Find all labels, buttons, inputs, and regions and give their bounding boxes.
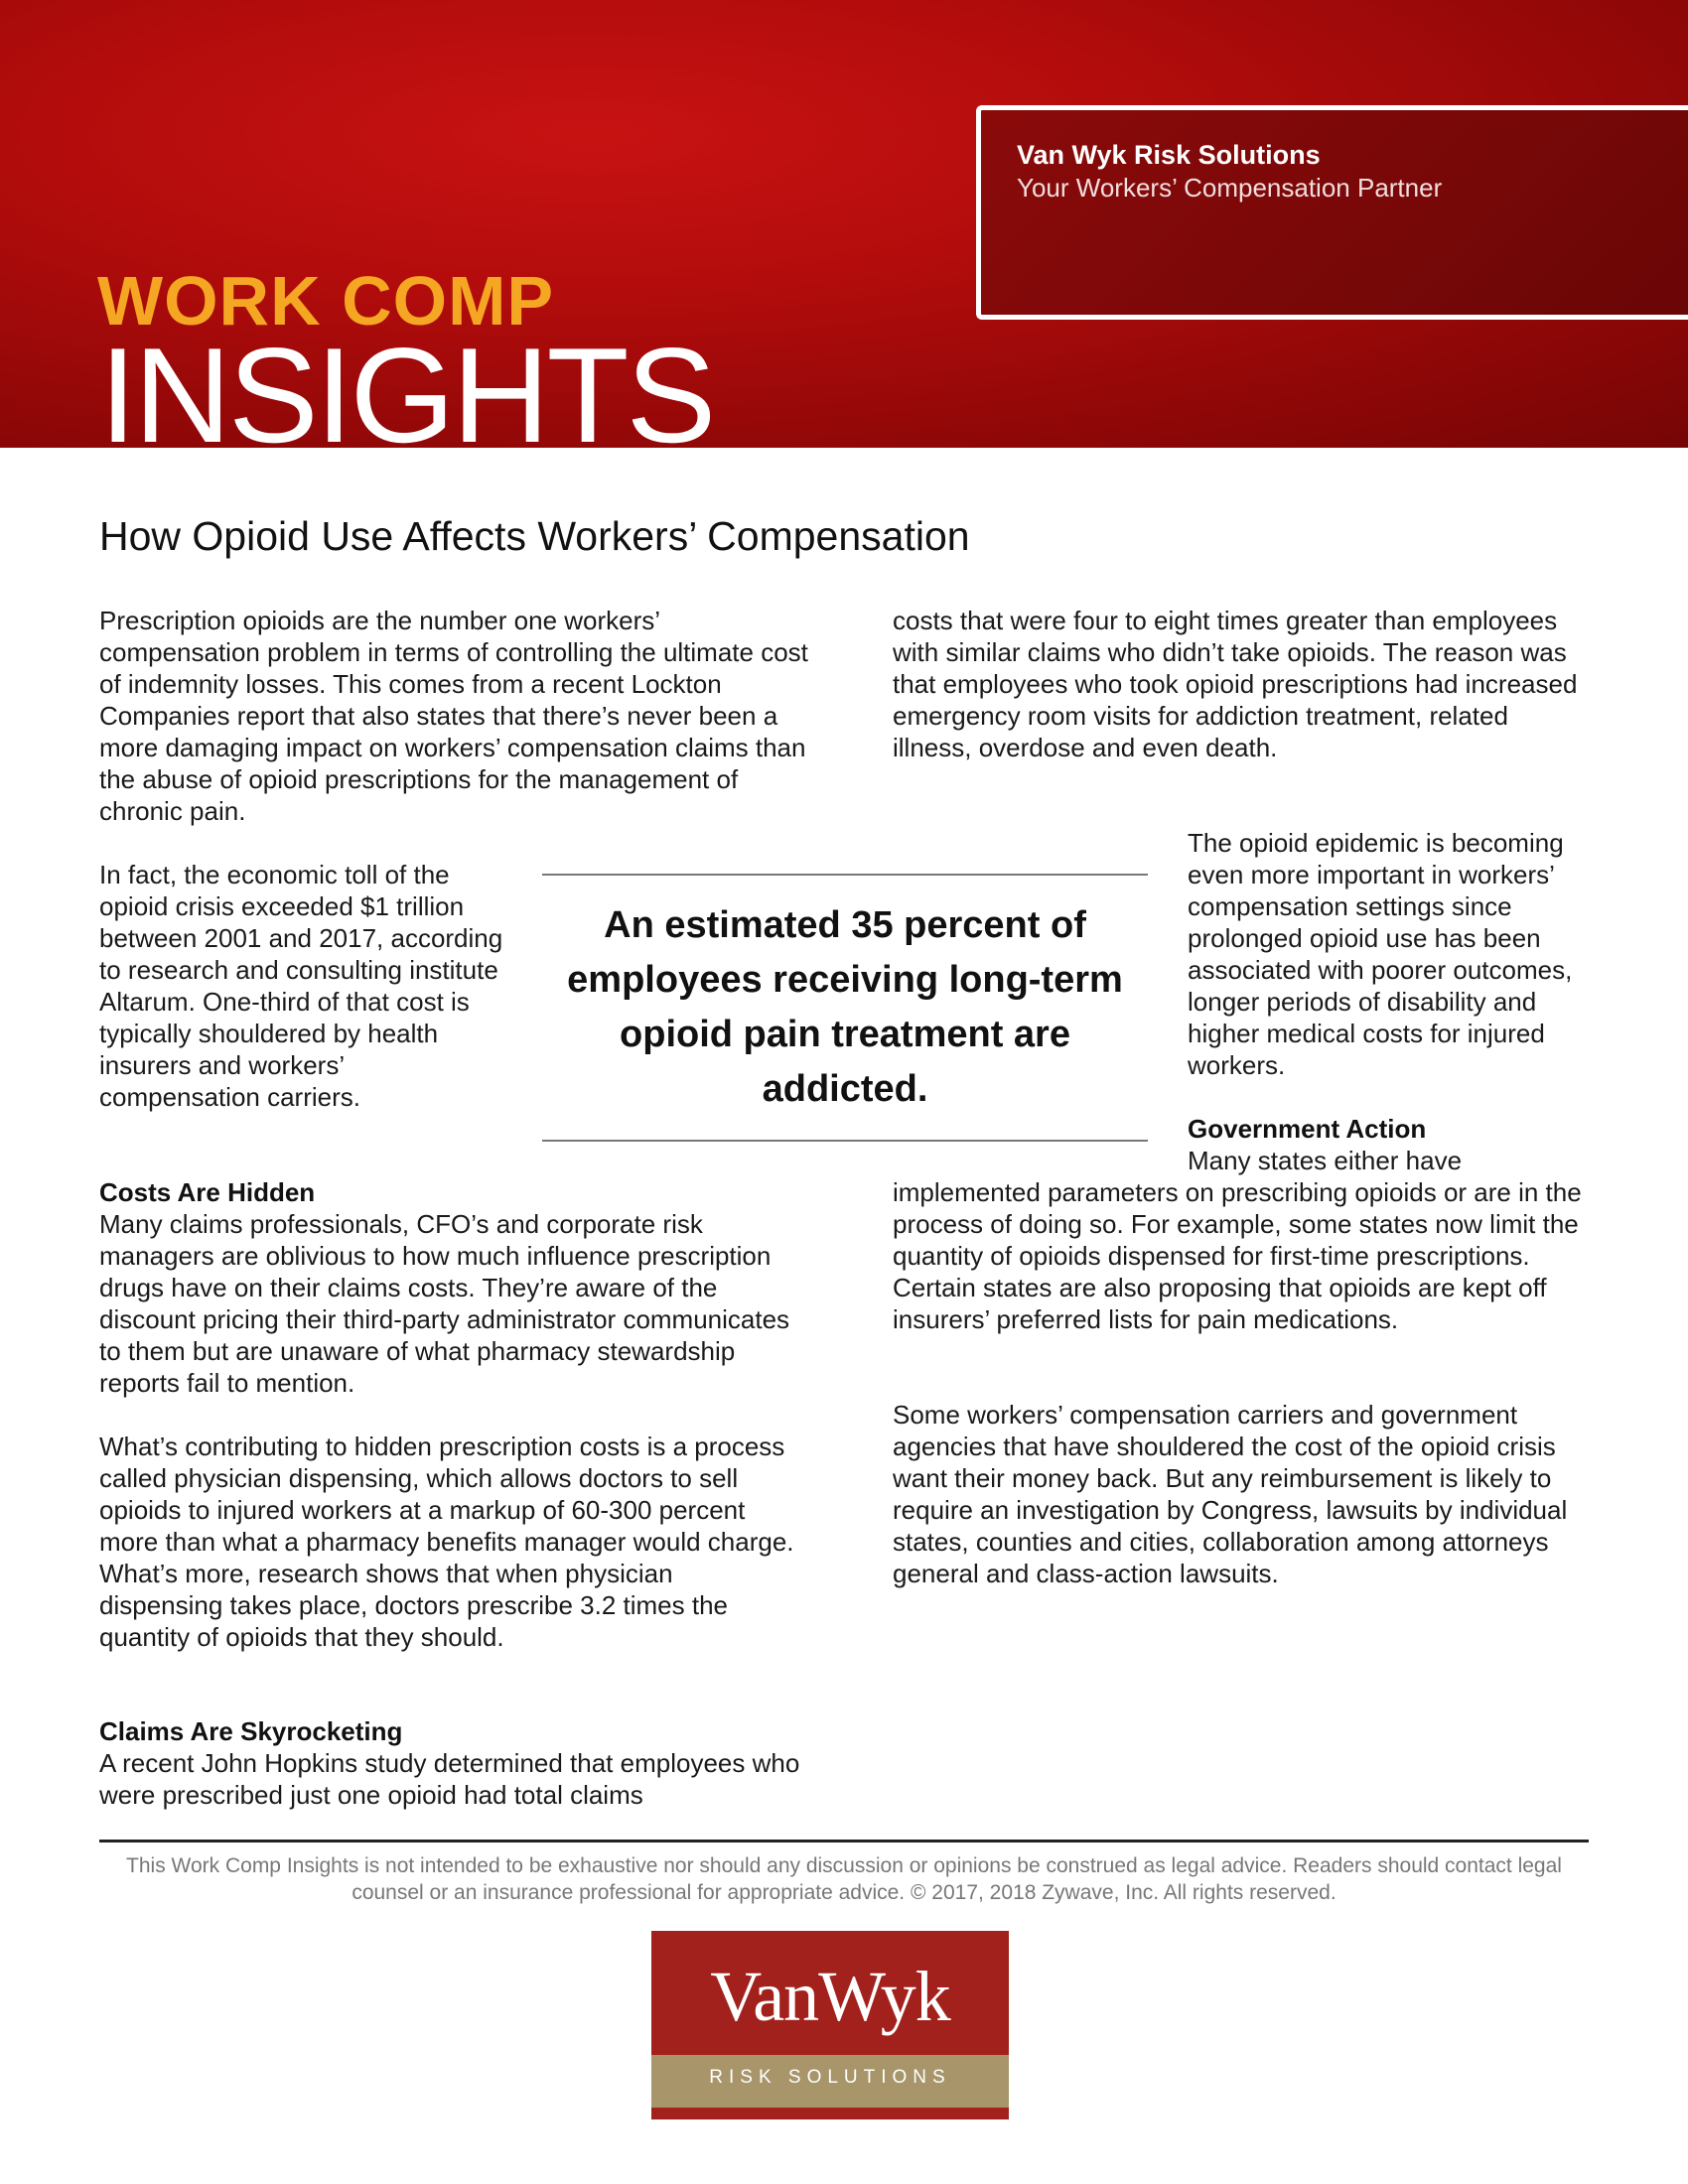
partner-name: Van Wyk Risk Solutions [1017, 140, 1321, 170]
article-title: How Opioid Use Affects Workers’ Compensation [99, 513, 970, 559]
costs-hidden-paragraph-1: Many claims professionals, CFO’s and corporate risk managers are oblivious to how much influence prescription drugs have on their claims costs. They’re aware of the discount pricing their third-party administrator communicates to them but are unaware of what pharmacy stewardship reports fail to mention. [99, 1209, 790, 1398]
costs-hidden-paragraph-2: What’s contributing to hidden prescription costs is a process called physician dispensing, which allows doctors to sell opioids to injured workers at a markup of 60-300 percent more than what a pharmacy benefits manager would charge. What’s more, research shows that when physician dispensing takes place, doctors prescribe 3.2 times the quantity of opioids that they should. [99, 1432, 794, 1652]
government-action-lead: Many states either have [1188, 1146, 1463, 1175]
newsletter-title-top: WORK COMP [97, 262, 555, 340]
newsletter-title-main: INSIGHTS [99, 320, 714, 471]
partner-tagline: Your Workers’ Compensation Partner [1017, 173, 1443, 203]
opioid-epidemic-paragraph: The opioid epidemic is becoming even more important in workers’ compensation settings since prolonged opioid use has been associated with poorer outcomes, longer periods of disability and higher medical costs for injured workers. [1188, 828, 1573, 1080]
logo-subtitle: RISK SOLUTIONS [709, 2067, 951, 2088]
legal-disclaimer: This Work Comp Insights is not intended to be exhaustive nor should any discussion or opinions be construed as legal advice. Readers should contact legal counsel or an insurance professional for appropriate advice. © 2017, 2018 Zywave, Inc. All rights reserved. [126, 1854, 1562, 1904]
costs-hidden-heading: Costs Are Hidden [99, 1177, 316, 1207]
logo-wordmark: VanWyk [710, 1957, 950, 2036]
government-action-heading: Government Action [1188, 1114, 1427, 1144]
pull-quote-top-rule [542, 874, 1148, 876]
pull-quote-bottom-rule [542, 1140, 1148, 1142]
pull-quote: An estimated 35 percent of employees receiving long-term opioid pain treatment are addicted. [567, 904, 1123, 1110]
partner-box [976, 105, 1688, 320]
intro-paragraph: Prescription opioids are the number one workers’ compensation problem in terms of controlling the ultimate cost of indemnity losses. This comes from a recent Lockton Companies report that also states that there’s never been a more damaging impact on workers’ compensation claims than the abuse of opioid prescriptions for the management of chronic pain. [99, 606, 808, 826]
header-banner [0, 0, 1688, 471]
economic-toll-paragraph: In fact, the economic toll of the opioid crisis exceeded $1 trillion between 2001 and 2017, according to research and consulting institute Altarum. One-third of that cost is typically shouldered by health insurers and workers’ compensation carriers. [99, 860, 503, 1112]
claims-skyrocketing-heading: Claims Are Skyrocketing [99, 1716, 403, 1746]
footer-rule [99, 1840, 1589, 1843]
government-action-paragraph-1: implemented parameters on prescribing opioids or are in the process of doing so. For example, some states now limit the quantity of opioids dispensed for first-time prescriptions. Certain states are also proposing that opioids are kept off insurers’ preferred lists for pain medications. [893, 1177, 1582, 1334]
claims-continued-paragraph: costs that were four to eight times greater than employees with similar claims who didn’t take opioids. The reason was that employees who took opioid prescriptions had increased emergency room visits for addiction treatment, related illness, overdose and even death. [893, 606, 1578, 762]
vanwyk-logo [651, 1931, 1009, 2119]
claims-skyrocketing-paragraph: A recent John Hopkins study determined that employees who were prescribed just one opioid had total claims [99, 1748, 800, 1810]
government-action-paragraph-2: Some workers’ compensation carriers and government agencies that have shouldered the cost of the opioid crisis want their money back. But any reimbursement is likely to require an investigation by Congress, lawsuits by individual states, counties and cities, collaboration among attorneys general and class-action lawsuits. [893, 1400, 1568, 1588]
